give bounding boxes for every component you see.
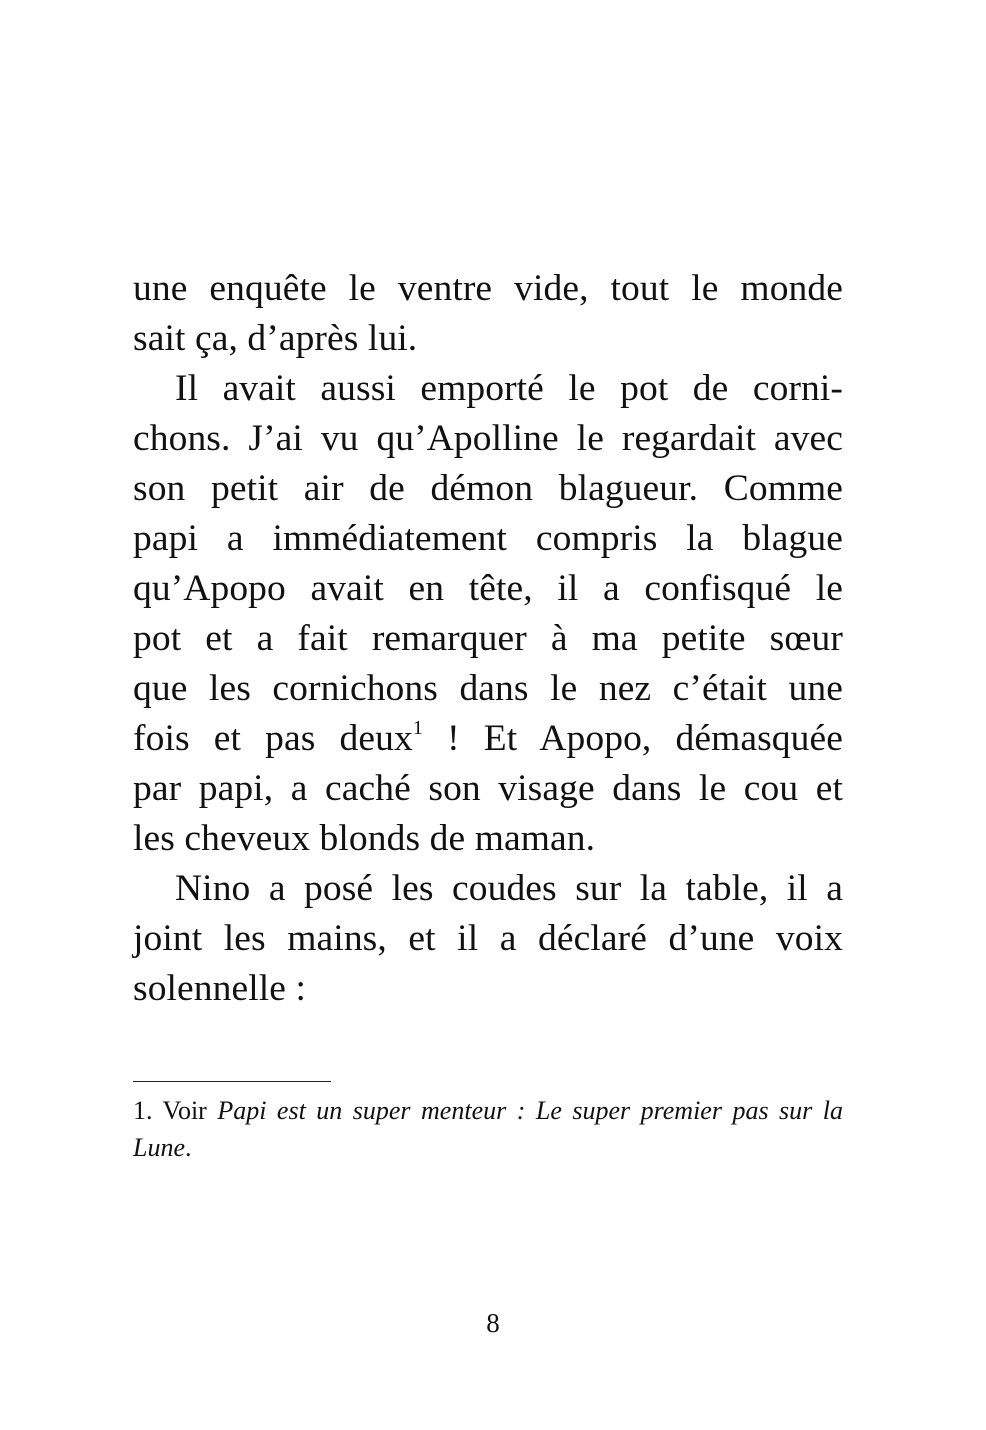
footnote-line <box>133 1092 843 1129</box>
footnote <box>133 1092 843 1166</box>
text-line: sait ça, d’après lui. <box>133 318 418 359</box>
text-segment: fois et pas deux <box>133 718 413 759</box>
footnote-prefix: Voir <box>152 1096 218 1125</box>
text-line: par papi, a caché son visage dans le cou et <box>133 768 843 809</box>
footnote-suffix: . <box>185 1133 192 1162</box>
text-line-with-footnote-ref <box>133 714 843 764</box>
text-line: joint les mains, et il a déclaré d’une voix <box>133 918 843 959</box>
text-line: les cheveux blonds de maman. <box>133 818 596 859</box>
text-line: papi a immédiatement compris la blague <box>133 518 843 559</box>
footnote-number: 1. <box>133 1096 153 1125</box>
footnote-line <box>133 1129 843 1166</box>
text-line: une enquête le ventre vide, tout le monde <box>133 268 843 309</box>
text-line: chons. J’ai vu qu’Apolline le regardait avec <box>133 418 843 459</box>
text-line: son petit air de démon blagueur. Comme <box>133 468 843 509</box>
text-segment: ! Et Apopo, démasquée <box>422 718 843 759</box>
footnote-book-title: Papi est un super menteur : Le super premier pas sur la <box>217 1096 843 1125</box>
text-line: Nino a posé les coudes sur la table, il a <box>175 868 843 909</box>
footnote-reference[interactable]: 1 <box>412 717 423 739</box>
footnote-divider <box>133 1081 331 1082</box>
text-line: que les cornichons dans le nez c’était une <box>133 668 843 709</box>
text-line: solennelle : <box>133 968 307 1009</box>
page-number: 8 <box>486 1308 500 1338</box>
text-line: qu’Apopo avait en tête, il a confisqué le <box>133 568 843 609</box>
text-line: Il avait aussi emporté le pot de corni- <box>175 368 843 409</box>
footnote-book-title-cont: Lune <box>133 1133 185 1162</box>
text-line: pot et a fait remarquer à ma petite sœur <box>133 618 843 659</box>
body-text <box>133 264 843 1014</box>
